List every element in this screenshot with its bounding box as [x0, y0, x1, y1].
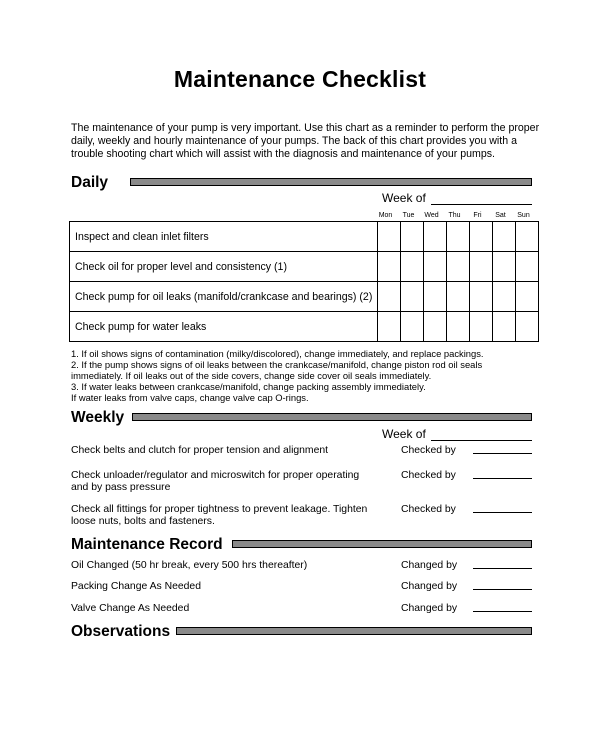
checkbox-cell[interactable]: [424, 252, 447, 282]
footnote: If water leaks from valve caps, change valve cap O-rings.: [71, 391, 309, 403]
checkbox-cell[interactable]: [378, 282, 401, 312]
weekly-task: Check all fittings for proper tightness to prevent leakage. Tighten: [71, 504, 368, 515]
checkbox-cell[interactable]: [378, 312, 401, 342]
checkbox-cell[interactable]: [516, 252, 539, 282]
day-header-fri: Fri: [473, 212, 482, 219]
checked-by-line[interactable]: [473, 453, 532, 454]
weekly-week-of-line[interactable]: [431, 440, 532, 441]
checkbox-cell[interactable]: [470, 252, 493, 282]
checkbox-cell[interactable]: [516, 282, 539, 312]
checkbox-cell[interactable]: [424, 312, 447, 342]
checkbox-cell[interactable]: [424, 222, 447, 252]
daily-task: Check oil for proper level and consistency (1): [70, 252, 378, 282]
weekly-week-of-label: Week of: [382, 427, 426, 441]
checked-by-label: Checked by: [401, 445, 456, 456]
checkbox-cell[interactable]: [401, 282, 424, 312]
checkbox-cell[interactable]: [470, 312, 493, 342]
checked-by-label: Checked by: [401, 504, 456, 515]
daily-footnotes: [71, 349, 541, 404]
table-row: [70, 312, 539, 342]
changed-by-line[interactable]: [473, 568, 532, 569]
weekly-task-continued: loose nuts, bolts and fasteners.: [71, 516, 215, 527]
checkbox-cell[interactable]: [447, 282, 470, 312]
day-header-tue: Tue: [402, 212, 415, 219]
changed-by-label: Changed by: [401, 560, 458, 571]
checkbox-cell[interactable]: [447, 312, 470, 342]
maintenance-record-heading: Maintenance Record: [71, 536, 223, 553]
checkbox-cell[interactable]: [516, 312, 539, 342]
checkbox-cell[interactable]: [401, 222, 424, 252]
checkbox-cell[interactable]: [493, 222, 516, 252]
weekly-heading: Weekly: [71, 409, 125, 426]
daily-task: Check pump for oil leaks (manifold/crankcase and bearings) (2): [70, 282, 378, 312]
daily-week-of-label: Week of: [382, 191, 426, 205]
changed-by-label: Changed by: [401, 603, 458, 614]
day-header-thu: Thu: [448, 212, 461, 219]
checkbox-cell[interactable]: [447, 222, 470, 252]
footnote: 1. If oil shows signs of contamination (milky/discolored), change immediately, and replace packings.: [71, 348, 484, 359]
table-row: [70, 252, 539, 282]
record-item: Oil Changed (50 hr break, every 500 hrs thereafter): [71, 560, 308, 571]
weekly-task-continued: and by pass pressure: [71, 482, 171, 493]
checkbox-cell[interactable]: [516, 222, 539, 252]
record-item: Packing Change As Needed: [71, 581, 201, 592]
checkbox-cell[interactable]: [424, 282, 447, 312]
checked-by-line[interactable]: [473, 512, 532, 513]
checkbox-cell[interactable]: [470, 282, 493, 312]
daily-heading-bar: [130, 178, 532, 186]
day-header-sun: Sun: [517, 212, 530, 219]
checked-by-label: Checked by: [401, 470, 456, 481]
footnote: immediately. If oil leaks out of the side covers, change side cover oil seals immediately.: [71, 369, 432, 381]
checkbox-cell[interactable]: [401, 252, 424, 282]
table-row: [70, 282, 539, 312]
day-header-mon: Mon: [378, 212, 393, 219]
checkbox-cell[interactable]: [493, 252, 516, 282]
table-row: [70, 222, 539, 252]
checked-by-line[interactable]: [473, 478, 532, 479]
observations-heading: Observations: [71, 623, 171, 640]
changed-by-label: Changed by: [401, 581, 458, 592]
daily-week-of-line[interactable]: [431, 204, 532, 205]
changed-by-line[interactable]: [473, 611, 532, 612]
day-header-wed: Wed: [424, 212, 439, 219]
intro-paragraph: The maintenance of your pump is very important. Use this chart as a reminder to perform the proper daily, weekly and hourly maintenance of your pumps. The back of this chart provides you with a trouble shooting chart which will assist with the diagnosis and maintenance of your pumps.: [71, 122, 540, 160]
changed-by-line[interactable]: [473, 589, 532, 590]
checkbox-cell[interactable]: [378, 252, 401, 282]
checkbox-cell[interactable]: [378, 222, 401, 252]
checkbox-cell[interactable]: [447, 252, 470, 282]
day-header-sat: Sat: [495, 212, 506, 219]
weekly-task: Check unloader/regulator and microswitch for proper operating: [71, 470, 360, 481]
checkbox-cell[interactable]: [470, 222, 493, 252]
maintenance-record-heading-bar: [232, 540, 532, 548]
checkbox-cell[interactable]: [493, 312, 516, 342]
daily-heading: Daily: [71, 174, 109, 191]
footnote: 3. If water leaks between crankcase/manifold, change packing assembly immediately.: [71, 380, 426, 392]
weekly-task: Check belts and clutch for proper tension and alignment: [71, 445, 329, 456]
checkbox-cell[interactable]: [401, 312, 424, 342]
daily-task: Check pump for water leaks: [70, 312, 378, 342]
daily-checklist-table: [69, 221, 539, 342]
daily-task: Inspect and clean inlet filters: [70, 222, 378, 252]
weekly-heading-bar: [132, 413, 532, 421]
checkbox-cell[interactable]: [493, 282, 516, 312]
page-title: Maintenance Checklist: [173, 66, 427, 92]
observations-heading-bar: [176, 627, 532, 635]
footnote: 2. If the pump shows signs of oil leaks between the crankcase/manifold, change piston rod oil seals: [71, 358, 483, 370]
record-item: Valve Change As Needed: [71, 603, 190, 614]
